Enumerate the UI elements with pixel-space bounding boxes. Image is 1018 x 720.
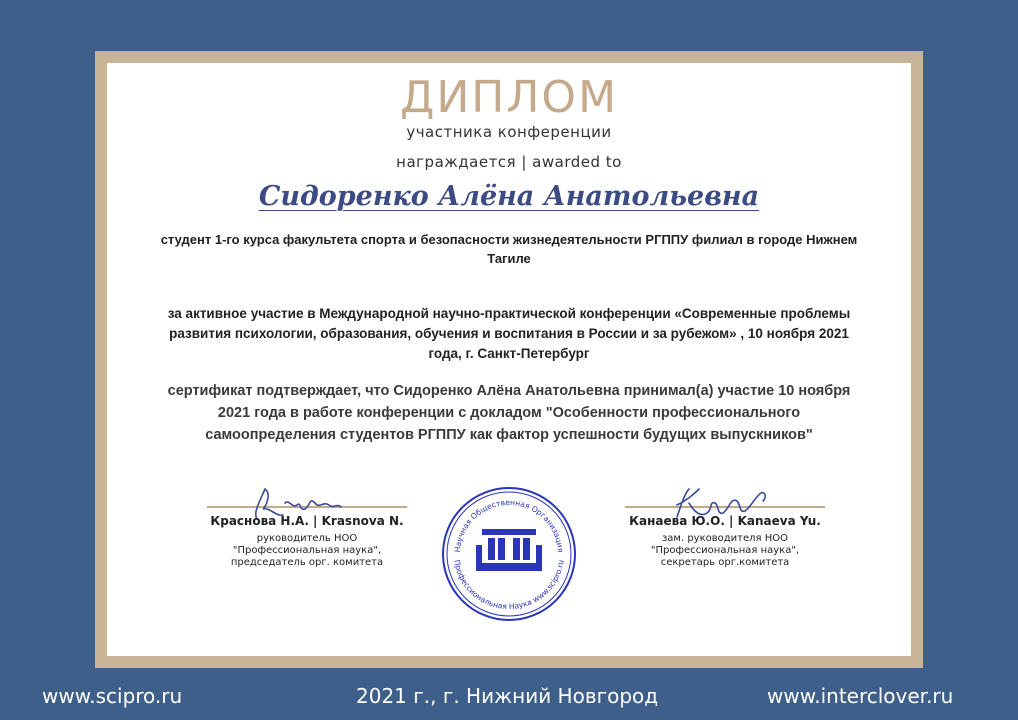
certificate-paper <box>107 63 911 656</box>
signer-role-line: председатель орг. комитета <box>230 557 384 568</box>
student-info: студент 1-го курса факультета спорта и безопасности жизнедеятельности РГППУ филиал в городе Нижнем Тагиле <box>160 232 858 266</box>
footer-date-location: 2021 г., г. Нижний Новгород <box>356 684 659 708</box>
footer-website-left: www.scipro.ru <box>42 684 183 708</box>
certificate-text: сертификат подтверждает, что Сидоренко Алёна Анатольевна принимал(а) участие 10 ноября 2021 года в работе конференции с докладом "Особенности профессионального самоопределения студентов РГППУ как фактор успешности будущих выпускников" <box>167 383 851 443</box>
signer-role-line: "Профессиональная наука", <box>650 545 800 556</box>
seal-text-bottom: Профессиональная Наука www.scipro.ru <box>452 559 566 612</box>
signer-name-right: Канаева Ю.О. | Kanaeva Yu. <box>629 514 821 528</box>
building-columns-icon <box>476 529 542 571</box>
signer-role-line: секретарь орг.комитета <box>660 557 790 568</box>
signer-role-line: "Профессиональная наука", <box>232 545 382 556</box>
diploma-subtitle: участника конференции <box>406 123 612 141</box>
signer-role-right <box>625 533 825 569</box>
diploma-title: ДИПЛОМ <box>399 72 619 123</box>
seal-text-top: Научная Общественная Организация <box>452 497 566 553</box>
signer-role-line: руководитель НОО <box>256 533 358 544</box>
recipient-name: Сидоренко Алёна Анатольевна <box>258 181 760 212</box>
participation-text: за активное участие в Международной научно-практической конференции «Современные проблемы развития психологии, образования, обучения и воспитания в России и за рубежом» , 10 ноября 2021 года, г. Санкт-Петербург <box>167 306 851 361</box>
footer-website-right: www.interclover.ru <box>767 684 954 708</box>
signer-role-left <box>207 533 407 569</box>
signer-name-left: Краснова Н.А. | Krasnova N. <box>210 514 404 528</box>
signer-role-line: зам. руководителя НОО <box>661 533 789 544</box>
organization-seal <box>440 485 578 623</box>
awarded-to-label: награждается | awarded to <box>396 153 622 171</box>
